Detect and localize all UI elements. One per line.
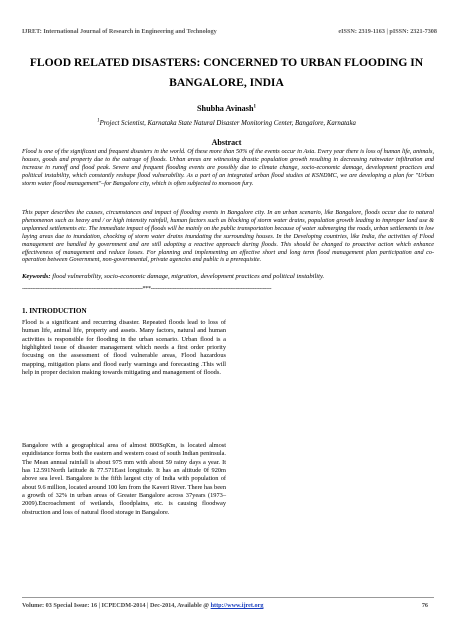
footer-text: Volume: 03 Special Issue: 16 | ICPECDM-2014 | Dec-2014, Available @ [22,602,210,609]
keywords-label: Keywords: [22,273,51,280]
abstract-heading: Abstract [211,138,242,147]
affiliation-superscript: 1 [97,118,100,124]
abstract-paragraph-1: Flood is one of the significant and frequent disasters in the world. Of these more than 50% of the events occur in Asia. Every year there is loss of human life, animals, houses, goods and property due to the outrage of floods. Urban areas are witnessing drastic population growth resulting in decreasing rainwater infiltration and increase in runoff and flood peak. Severe and frequent flooding events are possibly due to climate change, socio-economic damage, development practices and political instability, which constantly reshape flood vulnerability. As a part of an integrated urban flood studies at KSNDMC, we are developing a plan for "Urban storm water flood management"–for Bangalore city, which is often subjected to monsoon fury. [22,149,434,187]
author-affiliation [22,120,431,127]
section-separator: -----------------------------------------------------------------------***----------------------------------------------------------------------- [22,286,272,292]
page-number: 76 [421,602,428,609]
author [22,104,431,113]
page-footer [22,602,428,609]
keywords-text: flood vulnerability, socio-economic damage, migration, development practices and political instability. [52,273,325,280]
paper-title: FLOOD RELATED DISASTERS: CONCERNED TO URBAN FLOODING IN BANGALORE, INDIA [29,56,424,89]
intro-paragraph-2: Bangalore with a geographical area of almost 800SqKm, is located almost equidistance forms both the eastern and western coast of south Indian peninsula. The Mean annual rainfall is about 975 mm with about 59 rainy days a year. It has 12.591North latitude & 77.571East longitude. It has an altitude 0f 920m above sea level. Bangalore is the fifth largest city of India with population of about 9.6 million, located around 100 km from the Kaveri River. There has been a growth of 32% in urban areas of Greater Bangalore across 37years (1973–2009).Encroachment of wetlands, floodplains, etc. is causing floodway obstruction and loss of natural flood storage in Bangalore. [22,442,227,516]
intro-paragraph-1: Flood is a significant and recurring disaster. Repeated floods lead to loss of human life, animal life, property and assets. Many factors, natural and human activities is responsible for flooding in the urban scenario. Urban flood is a highlighted issue of disaster management which needs a first order priority focusing on the assessment of flood vulnerable areas, Flood hazardous mapping, mitigation plans and flood early warnings and forecasting .This will help in proper decision making towards mitigating and management of floods. [22,319,226,377]
journal-issn: eISSN: 2319-1163 | pISSN: 2321-7308 [338,28,437,35]
affiliation-text: Project Scientist, Karnataka State Natural Disaster Monitoring Center, Bangalore, Karnataka [99,120,356,127]
journal-link[interactable]: http://www.ijret.org [210,602,264,609]
abstract-paragraph-2: This paper describes the causes, circumstances and impact of flooding events in Bangalore city. In an urban scenario, like Bangalore, floods occur due to natural phenomenon such as heavy and / or high intensity rainfall, human factors such as blocking of storm water drains, population growth leading to improper land use & unplanned settlements etc. The immediate impact of floods will be mainly on the public transportation because of water submerging the roads, urban settlements in low laying areas due to inundation, chocking of storm water drains inundating the surrounding houses. In the Developing countries, like India, the activities of Flood management are handled by government and are still adopting a reactive approach during floods. This should be changed to proactive action which enhance effectiveness of management and reduce losses. For planning and implementing an effective short and long term flood management plan participation and co-operation between Government, non-governmental, private agencies and public is a prerequisite. [22,210,434,264]
footer-divider [22,597,434,598]
footer-citation [22,602,263,609]
section-heading-introduction: 1. INTRODUCTION [22,307,87,315]
author-name: Shubha Avinash [196,104,254,113]
journal-name: IJRET: International Journal of Research in Engineering and Technology [22,28,217,35]
keywords [22,273,434,280]
author-superscript: 1 [253,104,256,110]
journal-header [22,28,437,35]
